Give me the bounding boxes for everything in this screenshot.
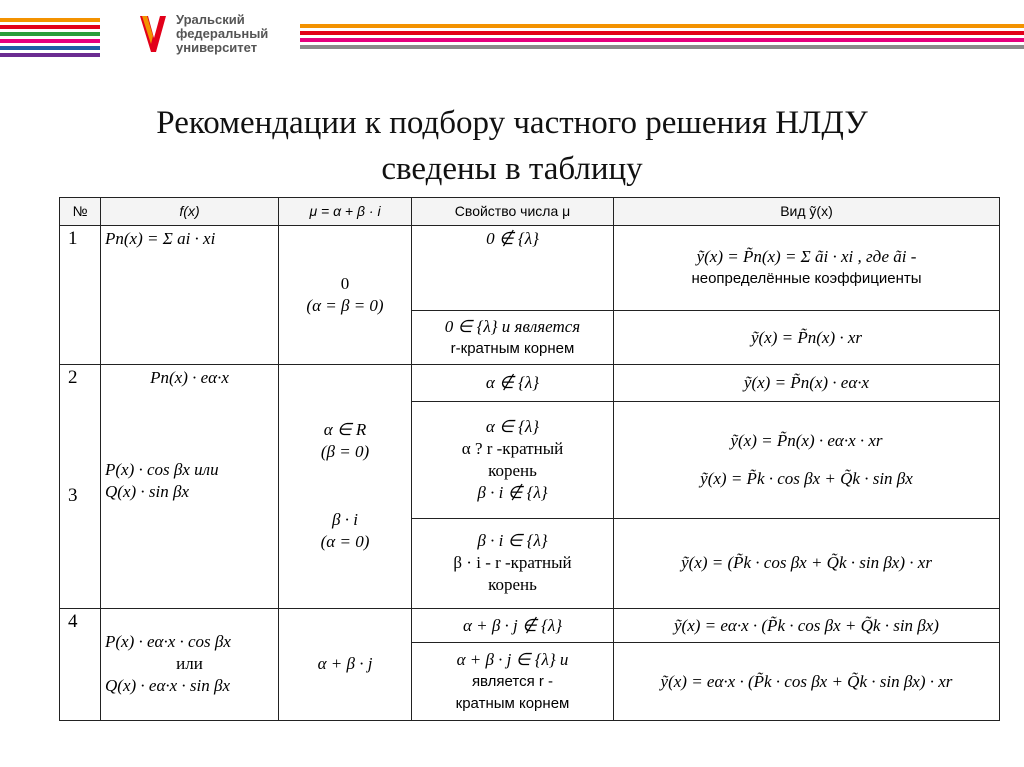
property-cell: 0 ∉ {λ} <box>412 225 614 311</box>
property-text: является r - <box>471 672 554 690</box>
mu-cell <box>279 225 412 365</box>
solution-form-cell: ỹ(x) = (P̃k · cos βx + Q̃k · sin βx) · xr <box>614 519 1000 609</box>
stripe <box>300 24 1024 28</box>
university-logo-icon <box>138 14 168 54</box>
university-logo-text <box>176 13 268 55</box>
header-cell: Вид ỹ(x) <box>614 198 1000 226</box>
header-cell: f(x) <box>101 198 279 226</box>
header-cell: μ = α + β · i <box>279 198 412 226</box>
stripe <box>0 53 100 57</box>
row-number-cell <box>60 365 101 609</box>
solution-form-cell <box>614 225 1000 311</box>
property-cell <box>412 519 614 609</box>
row-number: 4 <box>60 608 101 720</box>
mu-text: β · i <box>332 510 358 530</box>
property-text: α ∈ {λ} <box>485 416 540 436</box>
solution-form-cell: ỹ(x) = eα·x · (P̃k · cos βx + Q̃k · sin βx) · xr <box>614 643 1000 721</box>
row-number: 2 <box>68 367 78 389</box>
spacer <box>105 389 274 459</box>
property-text: β · i ∉ {λ} <box>477 482 548 502</box>
table-header-row <box>60 198 1000 226</box>
property-cell: α ∉ {λ} <box>412 365 614 402</box>
fx-text: Pn(x) · eα·x <box>150 368 229 388</box>
property-text: β · i - r -кратный <box>453 553 572 573</box>
property-text: корень <box>488 575 537 595</box>
logo-line: университет <box>176 40 258 55</box>
solution-form: ỹ(x) = P̃n(x) = Σ ãi · xi , где ãi - <box>696 246 917 266</box>
row-number: 3 <box>68 485 78 507</box>
property-cell <box>412 401 614 518</box>
header-cell: № <box>60 198 101 226</box>
property-text: кратным корнем <box>455 694 570 712</box>
mu-text: (α = 0) <box>320 532 370 552</box>
solution-form-cell: ỹ(x) = P̃n(x) · xr <box>614 311 1000 365</box>
stripe <box>300 31 1024 35</box>
table-row <box>60 365 1000 402</box>
solution-note: неопределённые коэффициенты <box>691 269 922 287</box>
mu-cell <box>279 365 412 609</box>
property-cell: α + β · j ∉ {λ} <box>412 608 614 643</box>
stripe <box>0 32 100 36</box>
logo-line: федеральный <box>176 26 269 41</box>
mu-value: 0 <box>340 273 350 293</box>
mu-condition: (α = β = 0) <box>306 295 384 315</box>
solution-form: ỹ(x) = P̃k · cos βx + Q̃k · sin βx <box>700 468 913 488</box>
fx-cell <box>101 608 279 720</box>
table-row <box>60 225 1000 311</box>
stripe <box>0 18 100 22</box>
stripe <box>0 25 100 29</box>
fx-text: P(x) · cos βx или <box>105 460 219 480</box>
spacer <box>618 452 995 468</box>
slide-title <box>0 100 1024 192</box>
mu-text: α ∈ R <box>323 420 367 440</box>
stripe <box>0 46 100 50</box>
property-text: 0 ∈ {λ} и является <box>444 316 581 336</box>
solution-form-cell: ỹ(x) = eα·x · (P̃k · cos βx + Q̃k · sin βx) <box>614 608 1000 643</box>
fx-cell: Pn(x) = Σ ai · xi <box>101 225 279 365</box>
property-cell <box>412 643 614 721</box>
fx-cell <box>101 365 279 609</box>
fx-text: Q(x) · eα·x · sin βx <box>105 676 231 696</box>
fx-text: или <box>176 654 203 674</box>
property-text: β · i ∈ {λ} <box>477 531 548 551</box>
fx-text: P(x) · eα·x · cos βx <box>105 632 231 652</box>
property-cell <box>412 311 614 365</box>
solution-form: ỹ(x) = P̃n(x) · eα·x · xr <box>730 430 883 450</box>
property-text: r-кратным корнем <box>450 339 575 357</box>
row-number: 1 <box>60 225 101 365</box>
solution-table <box>59 197 1000 721</box>
fx-text: Q(x) · sin βx <box>105 482 189 502</box>
stripe <box>0 39 100 43</box>
table-row <box>60 608 1000 643</box>
solution-form-cell <box>614 401 1000 518</box>
stripe <box>300 38 1024 42</box>
solution-form-cell: ỹ(x) = P̃n(x) · eα·x <box>614 365 1000 402</box>
stripe <box>300 45 1024 49</box>
title-line: сведены в таблицу <box>381 151 643 187</box>
header-cell: Свойство числа μ <box>412 198 614 226</box>
property-text: α ? r -кратный <box>461 438 564 458</box>
title-line: Рекомендации к подбору частного решения НЛДУ <box>156 105 868 141</box>
logo-line: Уральский <box>176 12 245 27</box>
property-text: корень <box>488 460 537 480</box>
property-text: α + β · j ∈ {λ} и <box>456 649 569 669</box>
spacer <box>283 463 407 509</box>
mu-cell: α + β · j <box>279 608 412 720</box>
mu-text: (β = 0) <box>320 442 370 462</box>
